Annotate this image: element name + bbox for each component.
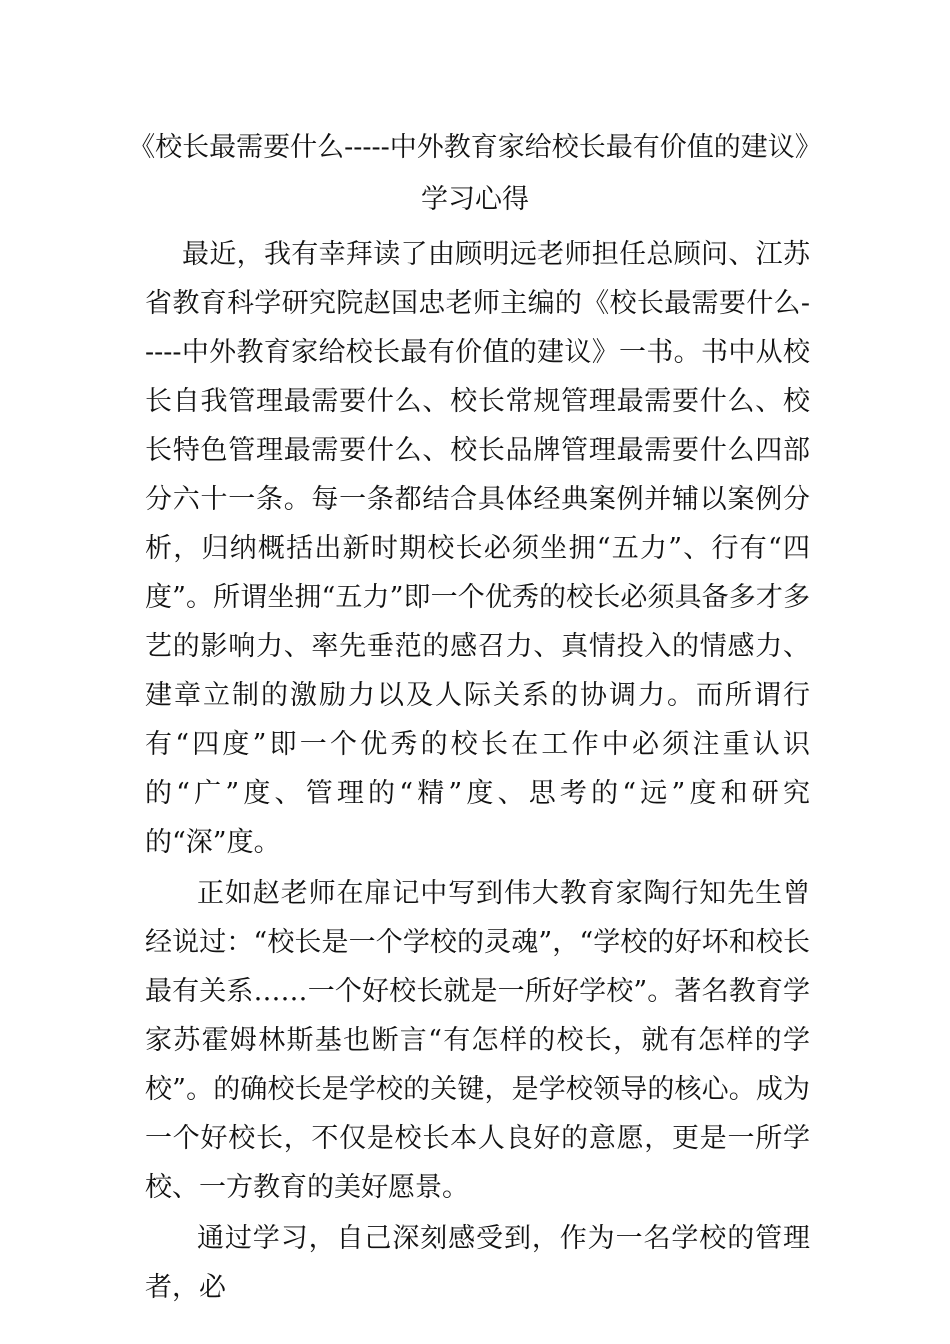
paragraph-2: 正如赵老师在扉记中写到伟大教育家陶行知先生曾经说过：“校长是一个学校的灵魂”，“学校的好坏和校长最有关系……一个好校长就是一所好学校”。著名教育学家苏霍姆林斯基也断言“有怎样的校长，就有怎样的学校”。的确校长是学校的关键，是学校领导的核心。成为一个好校长，不仅是校长本人良好的意愿，更是一所学校、一方教育的美好愿景。 bbox=[145, 878, 810, 1203]
document-body bbox=[145, 230, 810, 1312]
document-subtitle: 学习心得 bbox=[421, 184, 529, 215]
paragraph-1: 最近，我有幸拜读了由顾明远老师担任总顾问、江苏省教育科学研究院赵国忠老师主编的《校长最需要什么-----中外教育家给校长最有价值的建议》一书。书中从校长自我管理最需要什么、校长常规管理最需要什么、校长特色管理最需要什么、校长品牌管理最需要什么四部分六十一条。每一条都结合具体经典案例并辅以案例分析，归纳概括出新时期校长必须坐拥“五力”、行有“四度”。所谓坐拥“五力”即一个优秀的校长必须具备多才多艺的影响力、率先垂范的感召力、真情投入的情感力、建章立制的激励力以及人际关系的协调力。而所谓行有“四度”即一个优秀的校长在工作中必须注重认识的“广”度、管理的“精”度、思考的“远”度和研究的“深”度。 bbox=[145, 239, 810, 858]
paragraph-3: 通过学习，自己深刻感受到，作为一名学校的管理者，必 bbox=[145, 1223, 810, 1303]
document-title: 《校长最需要什么-----中外教育家给校长最有价值的建议》 bbox=[128, 132, 822, 163]
